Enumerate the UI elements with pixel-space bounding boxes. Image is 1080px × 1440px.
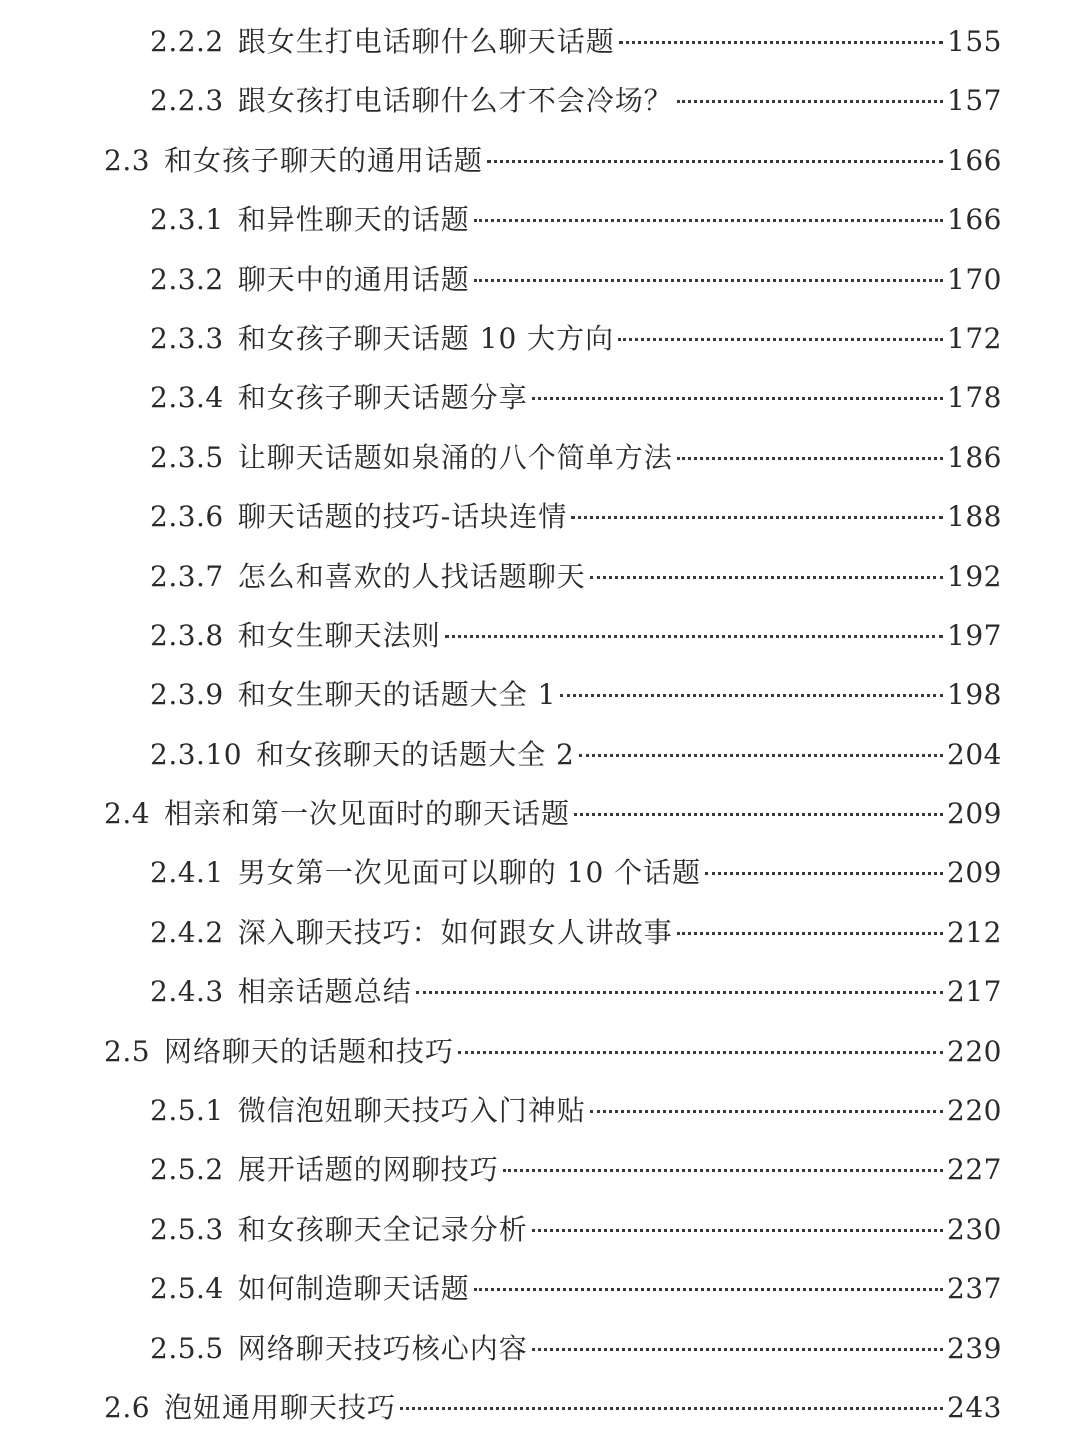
toc-entry-title: 男女第一次见面可以聊的 10 个话题 xyxy=(237,856,702,890)
toc-entry-title: 和女孩聊天的话题大全 2 xyxy=(256,737,575,771)
toc-page-number: 212 xyxy=(947,915,1002,949)
toc-entry-number: 2.5.3 xyxy=(150,1212,224,1246)
toc-dot-leader xyxy=(416,991,943,994)
toc-entry-title: 怎么和喜欢的人找话题聊天 xyxy=(237,559,586,593)
toc-entry-title: 聊天话题的技巧-话块连情 xyxy=(237,500,568,534)
toc-entry-number: 2.3.3 xyxy=(150,321,224,355)
toc-entry-number: 2.5.5 xyxy=(150,1331,224,1365)
toc-section-entry xyxy=(0,131,1080,190)
toc-dot-leader xyxy=(474,219,943,222)
toc-page-number: 243 xyxy=(947,1390,1002,1424)
toc-page-number: 239 xyxy=(947,1331,1002,1365)
toc-dot-leader xyxy=(677,457,943,460)
toc-entry-number: 2.6 xyxy=(104,1390,151,1424)
toc-entry-number: 2.3.2 xyxy=(150,262,224,296)
toc-dot-leader xyxy=(487,160,943,163)
toc-dot-leader xyxy=(532,1348,943,1351)
toc-dot-leader xyxy=(677,932,943,935)
toc-entry-number: 2.5.2 xyxy=(150,1153,224,1187)
toc-entry-number: 2.3.1 xyxy=(150,203,224,237)
toc-subsection-entry xyxy=(0,665,1080,724)
toc-page-number: 209 xyxy=(947,797,1002,831)
toc-subsection-entry xyxy=(0,309,1080,368)
toc-page-number: 166 xyxy=(947,203,1002,237)
toc-dot-leader xyxy=(560,694,943,697)
toc-subsection-entry xyxy=(0,843,1080,902)
toc-entry-number: 2.3.6 xyxy=(150,500,224,534)
toc-subsection-entry xyxy=(0,1259,1080,1318)
toc-entry-title: 和女生聊天法则 xyxy=(237,618,441,652)
toc-subsection-entry xyxy=(0,487,1080,546)
toc-page-number: 172 xyxy=(947,321,1002,355)
toc-dot-leader xyxy=(705,872,943,875)
toc-subsection-entry xyxy=(0,12,1080,71)
toc-entry-number: 2.3.9 xyxy=(150,678,224,712)
toc-section-entry xyxy=(0,1022,1080,1081)
toc-dot-leader xyxy=(618,338,943,341)
toc-dot-leader xyxy=(474,279,943,282)
toc-entry-title: 网络聊天技巧核心内容 xyxy=(237,1331,528,1365)
toc-entry-title: 聊天中的通用话题 xyxy=(237,262,470,296)
toc-entry-number: 2.3.5 xyxy=(150,440,224,474)
toc-subsection-entry xyxy=(0,1319,1080,1378)
toc-subsection-entry xyxy=(0,1200,1080,1259)
toc-entry-title: 和女孩聊天全记录分析 xyxy=(237,1212,528,1246)
toc-page-number: 178 xyxy=(947,381,1002,415)
toc-page-number: 230 xyxy=(947,1212,1002,1246)
toc-dot-leader xyxy=(458,1051,943,1054)
toc-dot-leader xyxy=(574,813,943,816)
toc-entry-number: 2.3.10 xyxy=(150,737,243,771)
toc-entry-title: 展开话题的网聊技巧 xyxy=(237,1153,499,1187)
toc-subsection-entry xyxy=(0,606,1080,665)
toc-entry-number: 2.4 xyxy=(104,797,151,831)
toc-entry-number: 2.5.1 xyxy=(150,1094,224,1128)
toc-page-number: 166 xyxy=(947,143,1002,177)
toc-entry-number: 2.4.3 xyxy=(150,975,224,1009)
toc-page-number: 155 xyxy=(947,25,1002,58)
toc-entry-number: 2.4.1 xyxy=(150,856,224,890)
toc-entry-number: 2.5.4 xyxy=(150,1272,224,1306)
toc-dot-leader xyxy=(532,397,943,400)
toc-page-number: 198 xyxy=(947,678,1002,712)
toc-page-number: 188 xyxy=(947,500,1002,534)
toc-dot-leader xyxy=(445,635,943,638)
toc-page-number: 217 xyxy=(947,975,1002,1009)
toc-dot-leader xyxy=(579,754,943,757)
toc-subsection-entry xyxy=(0,547,1080,606)
toc-entry-title: 相亲和第一次见面时的聊天话题 xyxy=(164,797,571,831)
toc-page-number: 237 xyxy=(947,1272,1002,1306)
toc-dot-leader xyxy=(590,576,943,579)
toc-entry-number: 2.5 xyxy=(104,1034,151,1068)
toc-entry-title: 让聊天话题如泉涌的八个简单方法 xyxy=(237,440,673,474)
toc-dot-leader xyxy=(532,1229,943,1232)
toc-entry-title: 和女孩子聊天话题 10 大方向 xyxy=(237,321,615,355)
toc-entry-number: 2.4.2 xyxy=(150,915,224,949)
toc-page-number: 197 xyxy=(947,618,1002,652)
toc-dot-leader xyxy=(619,41,943,44)
toc-subsection-entry xyxy=(0,368,1080,427)
toc-entry-title: 跟女孩打电话聊什么才不会冷场？ xyxy=(237,84,673,118)
toc-dot-leader xyxy=(571,516,943,519)
toc-subsection-entry xyxy=(0,71,1080,130)
toc-subsection-entry xyxy=(0,1140,1080,1199)
toc-subsection-entry xyxy=(0,250,1080,309)
table-of-contents xyxy=(0,12,1080,1437)
toc-dot-leader xyxy=(503,1169,943,1172)
toc-entry-number: 2.3.4 xyxy=(150,381,224,415)
toc-entry-title: 微信泡妞聊天技巧入门神贴 xyxy=(237,1094,586,1128)
toc-entry-number: 2.2.3 xyxy=(150,84,224,118)
toc-dot-leader xyxy=(677,100,943,103)
toc-entry-number: 2.3.7 xyxy=(150,559,224,593)
toc-entry-number: 2.3 xyxy=(104,143,151,177)
toc-section-entry xyxy=(0,1378,1080,1437)
toc-subsection-entry xyxy=(0,1081,1080,1140)
toc-entry-title: 跟女生打电话聊什么聊天话题 xyxy=(237,25,615,58)
toc-page-number: 157 xyxy=(947,84,1002,118)
toc-dot-leader xyxy=(474,1288,943,1291)
toc-page-number: 227 xyxy=(947,1153,1002,1187)
toc-subsection-entry xyxy=(0,190,1080,249)
toc-entry-title: 如何制造聊天话题 xyxy=(237,1272,470,1306)
toc-entry-title: 和女孩子聊天话题分享 xyxy=(237,381,528,415)
toc-subsection-entry xyxy=(0,725,1080,784)
toc-entry-title: 和女生聊天的话题大全 1 xyxy=(237,678,557,712)
toc-entry-number: 2.2.2 xyxy=(150,25,224,58)
toc-page-number: 192 xyxy=(947,559,1002,593)
toc-entry-title: 和女孩子聊天的通用话题 xyxy=(164,143,484,177)
toc-page-number: 220 xyxy=(947,1094,1002,1128)
toc-page-number: 209 xyxy=(947,856,1002,890)
toc-page-number: 186 xyxy=(947,440,1002,474)
toc-subsection-entry xyxy=(0,428,1080,487)
toc-page-number: 220 xyxy=(947,1034,1002,1068)
toc-page-number: 204 xyxy=(947,737,1002,771)
toc-entry-title: 深入聊天技巧：如何跟女人讲故事 xyxy=(237,915,673,949)
toc-entry-title: 泡妞通用聊天技巧 xyxy=(164,1390,397,1424)
toc-dot-leader xyxy=(400,1407,943,1410)
toc-entry-number: 2.3.8 xyxy=(150,618,224,652)
toc-entry-title: 和异性聊天的话题 xyxy=(237,203,470,237)
toc-subsection-entry xyxy=(0,962,1080,1021)
toc-subsection-entry xyxy=(0,903,1080,962)
toc-entry-title: 网络聊天的话题和技巧 xyxy=(164,1034,455,1068)
toc-entry-title: 相亲话题总结 xyxy=(237,975,412,1009)
toc-page-number: 170 xyxy=(947,262,1002,296)
toc-dot-leader xyxy=(590,1110,943,1113)
toc-section-entry xyxy=(0,784,1080,843)
